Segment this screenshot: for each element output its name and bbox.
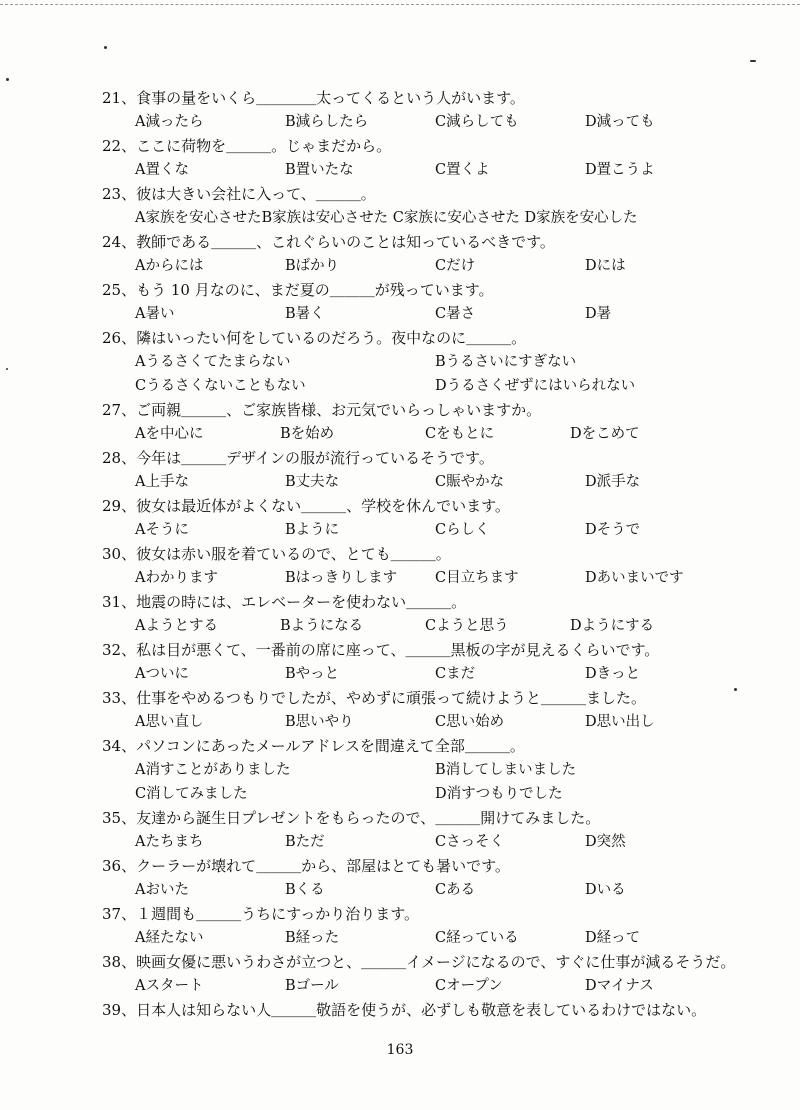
question-item — [102, 86, 762, 134]
option-c: Cうるさくないこともない — [135, 378, 306, 394]
question-number: 30、 — [102, 545, 137, 563]
question-stem — [102, 734, 762, 758]
question-text: 仕事をやめるつもりでしたが、やめずに頑張って続けようと＿＿＿ました。 — [136, 689, 646, 707]
question-text: 彼は大きい会社に入って、＿＿＿。 — [136, 185, 376, 203]
option-a: A経たない — [135, 930, 204, 946]
question-number: 25、 — [102, 281, 137, 299]
answer-options — [102, 254, 762, 278]
question-number: 35、 — [102, 809, 137, 827]
question-text: もう 10 月なのに、まだ夏の＿＿＿が残っています。 — [136, 281, 494, 299]
answer-options — [102, 566, 762, 590]
question-number: 39、 — [102, 1001, 137, 1019]
answer-options — [102, 758, 762, 806]
option-b: Bを始め — [280, 426, 335, 442]
question-stem — [102, 278, 762, 302]
option-c: Cだけ — [435, 258, 476, 274]
question-text: 私は目が悪くて、一番前の席に座って、＿＿＿黒板の字が見えるくらいです。 — [136, 641, 660, 659]
option-a: Aわかります — [135, 570, 218, 586]
option-d: D経って — [585, 930, 641, 946]
answer-options — [102, 110, 762, 134]
answer-options — [102, 206, 762, 230]
option-a: Aそうに — [135, 522, 189, 538]
question-text: 友達から誕生日プレゼントをもらったので、＿＿＿開けてみました。 — [136, 809, 601, 827]
answer-options — [102, 518, 762, 542]
question-text: 映画女優に悪いうわさが立つと、＿＿＿イメージになるので、すぐに仕事が減るそうだ。 — [136, 953, 736, 971]
option-a: Aスタート — [135, 978, 204, 994]
option-d: Dマイナス — [585, 978, 654, 994]
option-a: Aを中心に — [135, 426, 204, 442]
scan-speck — [750, 60, 756, 62]
question-number: 23、 — [102, 185, 137, 203]
option-c: C目立ちます — [435, 570, 519, 586]
option-b: Bくる — [285, 882, 325, 898]
option-a: A減ったら — [135, 114, 204, 130]
question-item — [102, 950, 762, 998]
question-item — [102, 542, 762, 590]
question-list — [102, 86, 762, 1022]
question-item — [102, 998, 762, 1022]
page-number: 163 — [386, 1042, 414, 1058]
question-number: 38、 — [102, 953, 137, 971]
question-stem — [102, 902, 762, 926]
option-d: D置こうよ — [585, 162, 655, 178]
answer-options — [102, 470, 762, 494]
answer-options — [102, 158, 762, 182]
option-a: A思い直し — [135, 714, 204, 730]
question-number: 26、 — [102, 329, 137, 347]
question-number: 34、 — [102, 737, 137, 755]
question-item — [102, 230, 762, 278]
answer-options — [102, 710, 762, 734]
answer-options — [102, 974, 762, 998]
question-stem — [102, 806, 762, 830]
option-d: Dそうで — [585, 522, 641, 538]
question-text: ここに荷物を＿＿＿。じゃまだから。 — [136, 137, 392, 155]
question-stem — [102, 326, 762, 350]
option-a: Aついに — [135, 666, 189, 682]
question-number: 36、 — [102, 857, 137, 875]
question-number: 22、 — [102, 137, 137, 155]
option-b: B消してしまいました — [435, 762, 577, 778]
option-d: Dいる — [585, 882, 626, 898]
option-a: A上手な — [135, 474, 189, 490]
question-text: １週間も＿＿＿うちにすっかり治ります。 — [136, 905, 419, 923]
option-a: A消すことがありました — [135, 762, 291, 778]
scan-speck — [104, 46, 107, 49]
question-text: ご両親＿＿＿、ご家族皆様、お元気でいらっしゃいますか。 — [136, 401, 542, 419]
option-a: A置くな — [135, 162, 189, 178]
option-b: Bように — [285, 522, 340, 538]
question-stem — [102, 446, 762, 470]
question-number: 24、 — [102, 233, 137, 251]
option-a: Aからには — [135, 258, 204, 274]
option-c: C思い始め — [435, 714, 505, 730]
option-d: Dうるさくぜずにはいられない — [435, 378, 636, 394]
question-number: 32、 — [102, 641, 137, 659]
option-c: C減らしても — [435, 114, 519, 130]
question-stem — [102, 950, 762, 974]
option-d: D暑 — [585, 306, 612, 322]
option-c: Cをもとに — [425, 426, 495, 442]
answer-options — [102, 926, 762, 950]
question-stem — [102, 182, 762, 206]
option-c: Cある — [435, 882, 476, 898]
answer-options — [102, 350, 762, 398]
option-b: Bばかり — [285, 258, 340, 274]
answer-options — [102, 662, 762, 686]
question-stem — [102, 398, 762, 422]
option-c: C賑やかな — [435, 474, 505, 490]
top-edge-rule — [0, 0, 800, 5]
scan-speck — [6, 368, 8, 370]
option-b: B経った — [285, 930, 340, 946]
option-c: C置くよ — [435, 162, 490, 178]
option-c: Cらしく — [435, 522, 490, 538]
question-text: 隣はいったい何をしているのだろう。夜中なのに＿＿＿。 — [136, 329, 527, 347]
option-a: A暑い — [135, 306, 175, 322]
question-item — [102, 806, 762, 854]
answer-options — [102, 878, 762, 902]
option-d: D消すつもりでした — [435, 786, 563, 802]
question-number: 28、 — [102, 449, 137, 467]
question-item — [102, 446, 762, 494]
option-c: Cさっそく — [435, 834, 505, 850]
answer-options — [102, 614, 762, 638]
option-d: D減っても — [585, 114, 655, 130]
question-item — [102, 398, 762, 446]
question-stem — [102, 230, 762, 254]
option-b: Bやっと — [285, 666, 340, 682]
question-stem — [102, 590, 762, 614]
answer-options — [102, 302, 762, 326]
question-text: 教師である＿＿＿、これぐらいのことは知っているべきです。 — [136, 233, 555, 251]
option-d: D思い出し — [585, 714, 655, 730]
option-d: Dきっと — [585, 666, 641, 682]
option-a: Aおいた — [135, 882, 189, 898]
option-c: Cようと思う — [425, 618, 509, 634]
question-text: 彼女は赤い服を着ているので、とても＿＿＿。 — [136, 545, 451, 563]
question-text: パソコンにあったメールアドレスを間違えて全部＿＿＿。 — [136, 737, 525, 755]
question-stem — [102, 542, 762, 566]
question-text: 食事の量をいくら＿＿＿＿太ってくるという人がいます。 — [136, 89, 525, 107]
question-text: 地震の時には、エレベーターを使わない＿＿＿。 — [136, 593, 467, 611]
option-c: Cオープン — [435, 978, 503, 994]
question-stem — [102, 86, 762, 110]
question-item — [102, 638, 762, 686]
question-stem — [102, 638, 762, 662]
option-d: Dには — [585, 258, 626, 274]
question-item — [102, 494, 762, 542]
option-b: B置いたな — [285, 162, 354, 178]
answer-options — [102, 422, 762, 446]
option-d: Dようにする — [570, 618, 655, 634]
question-stem — [102, 686, 762, 710]
option-b: Bようになる — [280, 618, 364, 634]
option-b: Bはっきりします — [285, 570, 398, 586]
question-text: 日本人は知らない人＿＿＿敬語を使うが、必ずしも敬意を表しているわけではない。 — [136, 1001, 707, 1019]
question-number: 29、 — [102, 497, 137, 515]
option-d: Dをこめて — [570, 426, 640, 442]
option-c: Cまだ — [435, 666, 476, 682]
option-b: B暑く — [285, 306, 325, 322]
option-a: Aうるさくてたまらない — [135, 354, 291, 370]
option-b: Bうるさいにすぎない — [435, 354, 577, 370]
option-c: C暑さ — [435, 306, 476, 322]
question-stem — [102, 854, 762, 878]
option-c: C消してみました — [135, 786, 248, 802]
option-c: C経っている — [435, 930, 519, 946]
option-line: A家族を安心させたB家族は安心させた C家族に安心させた D家族を安心した — [135, 210, 638, 226]
option-b: Bただ — [285, 834, 325, 850]
question-number: 37、 — [102, 905, 137, 923]
question-item — [102, 278, 762, 326]
option-b: B思いやり — [285, 714, 354, 730]
answer-options — [102, 830, 762, 854]
question-text: 今年は＿＿＿デザインの服が流行っているそうです。 — [136, 449, 494, 467]
option-d: D派手な — [585, 474, 641, 490]
option-b: Bゴール — [285, 978, 339, 994]
scan-speck — [6, 78, 9, 81]
question-number: 33、 — [102, 689, 137, 707]
question-number: 21、 — [102, 89, 137, 107]
question-item — [102, 590, 762, 638]
question-stem — [102, 998, 762, 1022]
question-item — [102, 686, 762, 734]
question-item — [102, 854, 762, 902]
question-text: クーラーが壊れて＿＿＿から、部屋はとても暑いです。 — [136, 857, 510, 875]
question-number: 31、 — [102, 593, 137, 611]
question-text: 彼女は最近体がよくない＿＿＿、学校を休んでいます。 — [136, 497, 510, 515]
question-item — [102, 734, 762, 806]
option-b: B減らしたら — [285, 114, 369, 130]
option-d: Dあいまいです — [585, 570, 684, 586]
option-a: Aたちまち — [135, 834, 204, 850]
question-item — [102, 902, 762, 950]
question-number: 27、 — [102, 401, 137, 419]
question-item — [102, 326, 762, 398]
question-item — [102, 134, 762, 182]
question-stem — [102, 494, 762, 518]
question-stem — [102, 134, 762, 158]
option-d: D突然 — [585, 834, 626, 850]
option-a: Aようとする — [135, 618, 218, 634]
option-b: B丈夫な — [285, 474, 340, 490]
question-item — [102, 182, 762, 230]
